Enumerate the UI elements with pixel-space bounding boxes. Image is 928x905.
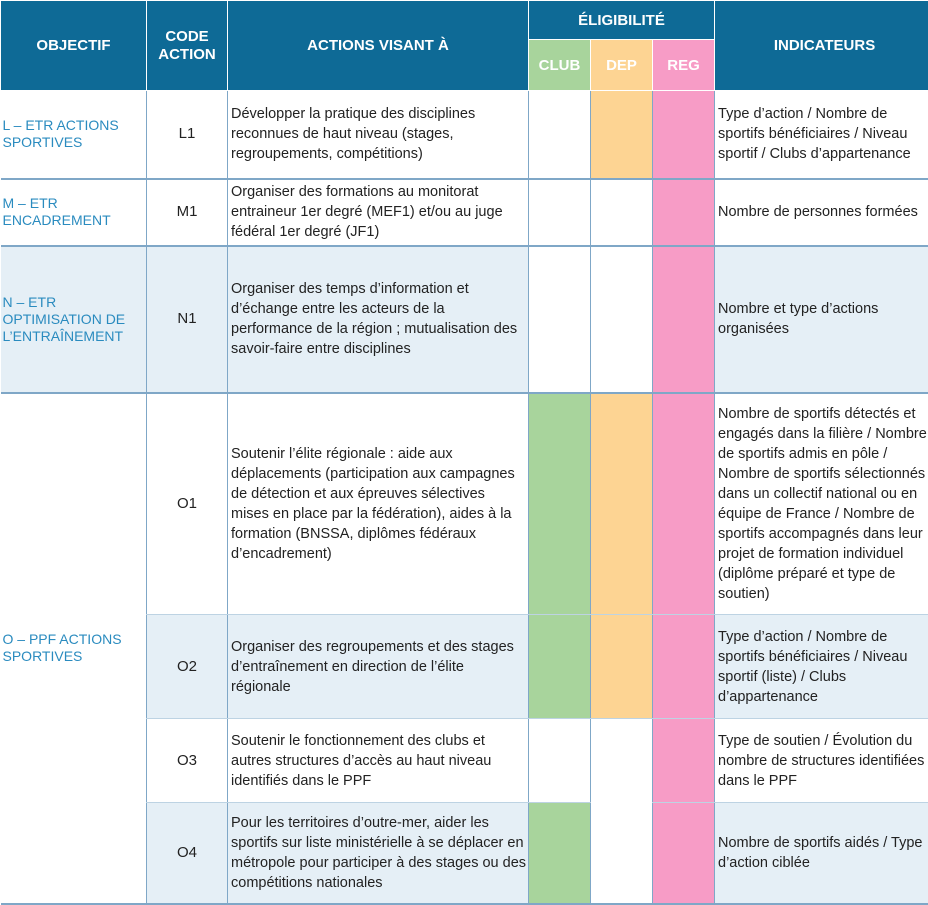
code-cell: O3 [147, 719, 228, 803]
indicator-cell [715, 91, 928, 179]
code-cell: O1 [147, 393, 228, 615]
code-cell: N1 [147, 246, 228, 393]
header-eligibilite: ÉLIGIBILITÉ [529, 1, 715, 40]
objective-cell: N – ETR OPTIMISATION DE L’ENTRAÎNEMENT [1, 246, 147, 393]
action-cell: Organiser des regroupements et des stages d’entraînement en direction de l’élite régionale [228, 615, 529, 719]
action-cell: Pour les territoires d’outre-mer, aider les sportifs sur liste ministérielle à se déplacer en métropole pour participer à des stages ou des compétitions nationales [228, 803, 529, 904]
reg-cell [653, 91, 715, 179]
header-reg: REG [653, 40, 715, 91]
indicator-cell [715, 719, 928, 803]
reg-cell [653, 179, 715, 246]
indicator-text: Nombre et type d’actions organisées [718, 299, 928, 339]
code-cell: M1 [147, 179, 228, 246]
table-row [1, 179, 928, 246]
header-dep: DEP [591, 40, 653, 91]
indicator-cell [715, 179, 928, 246]
club-cell [529, 615, 591, 719]
reg-cell [653, 803, 715, 904]
header-objectif: OBJECTIF [1, 1, 147, 91]
indicator-text: Type d’action / Nombre de sportifs bénéficiaires / Niveau sportif / Clubs d’appartenance [718, 104, 928, 164]
table-row [1, 246, 928, 393]
action-cell: Organiser des formations au monitorat entraineur 1er degré (MEF1) et/ou au juge fédéral 1er degré (JF1) [228, 179, 529, 246]
indicator-text: Nombre de sportifs aidés / Type d’action ciblée [718, 833, 928, 873]
action-cell: Organiser des temps d’information et d’échange entre les acteurs de la performance de la région ; mutualisation des savoir-faire entre disciplines [228, 246, 529, 393]
club-cell [529, 393, 591, 615]
header-actions: ACTIONS VISANT À [228, 1, 529, 91]
indicator-cell [715, 803, 928, 904]
indicator-cell [715, 246, 928, 393]
reg-cell [653, 393, 715, 615]
reg-cell [653, 246, 715, 393]
indicator-text: Nombre de sportifs détectés et engagés dans la filière / Nombre de sportifs admis en pôle / Nombre de sportifs sélectionnés dans un collectif national ou en équipe de France / Nombre de sportifs accompagnés dans leur projet de formation individuel (diplôme préparé et type de soutien) [718, 404, 928, 604]
code-cell: O2 [147, 615, 228, 719]
objective-cell: M – ETR ENCADREMENT [1, 179, 147, 246]
indicator-cell [715, 615, 928, 719]
table-row [1, 393, 928, 615]
header-code-action [147, 1, 228, 91]
club-cell [529, 179, 591, 246]
code-cell: L1 [147, 91, 228, 179]
indicator-text: Type d’action / Nombre de sportifs bénéficiaires / Niveau sportif (liste) / Clubs d’appartenance [718, 627, 928, 707]
dep-cell [591, 179, 653, 246]
objective-cell: L – ETR ACTIONS SPORTIVES [1, 91, 147, 179]
dep-cell [591, 615, 653, 719]
action-cell: Soutenir le fonctionnement des clubs et autres structures d’accès au haut niveau identifiés dans le PPF [228, 719, 529, 803]
dep-cell [591, 719, 653, 904]
header-indicateurs: INDICATEURS [715, 1, 928, 91]
club-cell [529, 719, 591, 803]
code-cell: O4 [147, 803, 228, 904]
indicator-text: Type de soutien / Évolution du nombre de structures identifiées dans le PPF [718, 731, 928, 791]
reg-cell [653, 615, 715, 719]
action-cell: Soutenir l’élite régionale : aide aux déplacements (participation aux campagnes de détection et aux épreuves sélectives mises en place par la fédération), aides à la formation (BNSSA, diplômes fédéraux d’encadrement) [228, 393, 529, 615]
objective-cell: O – PPF ACTIONS SPORTIVES [1, 393, 147, 904]
indicator-text: Nombre de personnes formées [718, 202, 928, 222]
club-cell [529, 91, 591, 179]
header-club: CLUB [529, 40, 591, 91]
reg-cell [653, 719, 715, 803]
dep-cell [591, 91, 653, 179]
club-cell [529, 803, 591, 904]
header-code-action-label: CODE ACTION [157, 28, 217, 64]
dep-cell [591, 393, 653, 615]
dep-cell [591, 246, 653, 393]
club-cell [529, 246, 591, 393]
action-cell: Développer la pratique des disciplines reconnues de haut niveau (stages, regroupements, compétitions) [228, 91, 529, 179]
table-row [1, 91, 928, 179]
indicator-cell [715, 393, 928, 615]
